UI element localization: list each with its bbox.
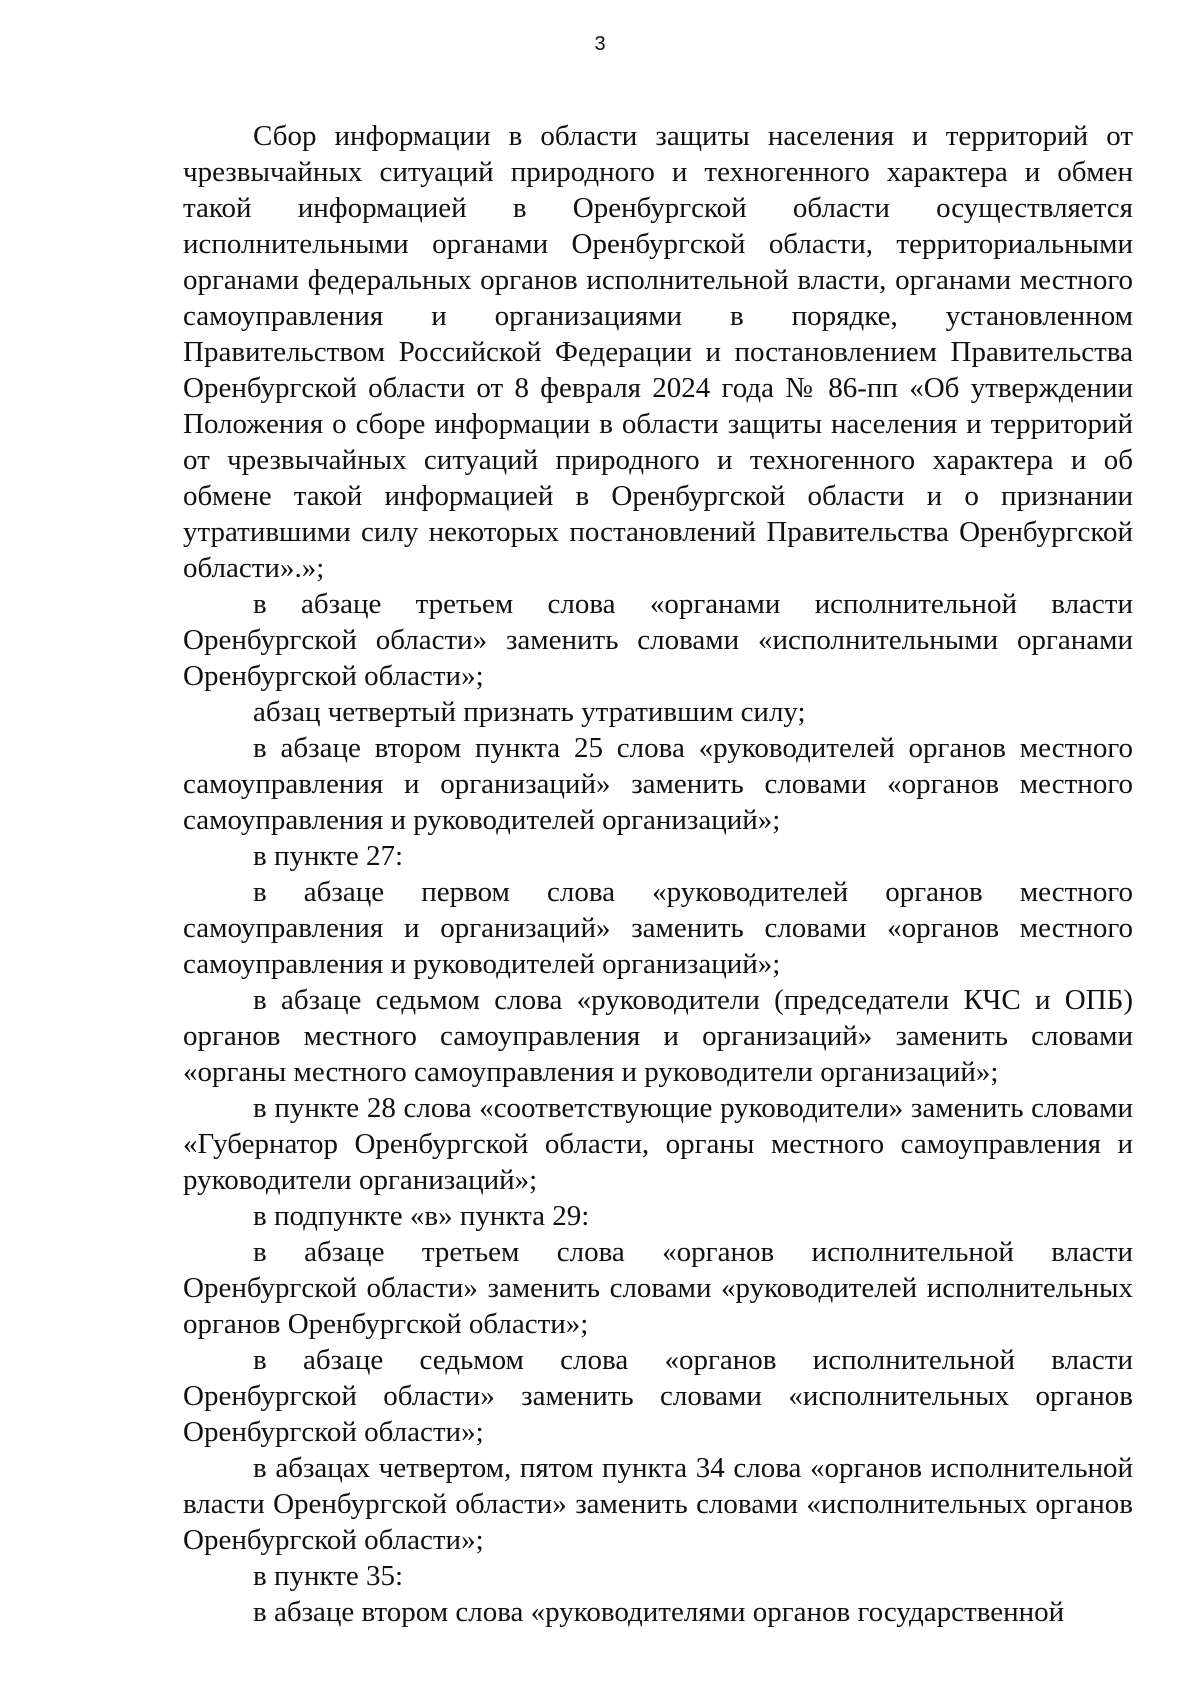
paragraph-2: в абзаце третьем слова «органами исполнительной власти Оренбургской области» заменить словами «исполнительными органами Оренбургской области»; — [183, 588, 1133, 692]
paragraph-6: в абзаце первом слова «руководителей органов местного самоуправления и организаций» заменить словами «органов местного самоуправления и руководителей организаций»; — [183, 876, 1133, 980]
paragraph-12: в абзацах четвертом, пятом пункта 34 слова «органов исполнительной власти Оренбургской области» заменить словами «исполнительных органов Оренбургской области»; — [183, 1452, 1133, 1556]
page-number: 3 — [594, 33, 606, 55]
paragraph-1: Сбор информации в области защиты населения и территорий от чрезвычайных ситуаций природного и техногенного характера и обмен такой информацией в Оренбургской области осуществляется исполнительными органами Оренбургской области, территориальными органами федеральных органов исполнительной власти, органами местного самоуправления и организациями в порядке, установленном Правительством Российской Федерации и постановлением Правительства Оренбургской области от 8 февраля 2024 года № 86-пп «Об утверждении Положения о сборе информации в области защиты населения и территорий от чрезвычайных ситуаций природного и техногенного характера и об обмене такой информацией в Оренбургской области и о признании утратившими силу некоторых постановлений Правительства Оренбургской области».»; — [183, 120, 1133, 584]
paragraph-5: в пункте 27: — [253, 840, 404, 872]
paragraph-4: в абзаце втором пункта 25 слова «руководителей органов местного самоуправления и организаций» заменить словами «органов местного самоуправления и руководителей организаций»; — [183, 732, 1133, 836]
paragraph-14: в абзаце втором слова «руководителями органов государственной — [253, 1596, 1065, 1628]
paragraph-11: в абзаце седьмом слова «органов исполнительной власти Оренбургской области» заменить словами «исполнительных органов Оренбургской области»; — [183, 1344, 1133, 1448]
paragraph-3: абзац четвертый признать утратившим силу; — [253, 696, 806, 728]
paragraph-10: в абзаце третьем слова «органов исполнительной власти Оренбургской области» заменить словами «руководителей исполнительных органов Оренбургской области»; — [183, 1236, 1133, 1340]
paragraph-9: в подпункте «в» пункта 29: — [253, 1200, 590, 1232]
document-body — [183, 118, 1133, 1630]
paragraph-13: в пункте 35: — [253, 1560, 404, 1592]
paragraph-7: в абзаце седьмом слова «руководители (председатели КЧС и ОПБ) органов местного самоуправления и организаций» заменить словами «органы местного самоуправления и руководители организаций»; — [183, 984, 1133, 1088]
paragraph-8: в пункте 28 слова «соответствующие руководители» заменить словами «Губернатор Оренбургской области, органы местного самоуправления и руководители организаций»; — [183, 1092, 1133, 1196]
